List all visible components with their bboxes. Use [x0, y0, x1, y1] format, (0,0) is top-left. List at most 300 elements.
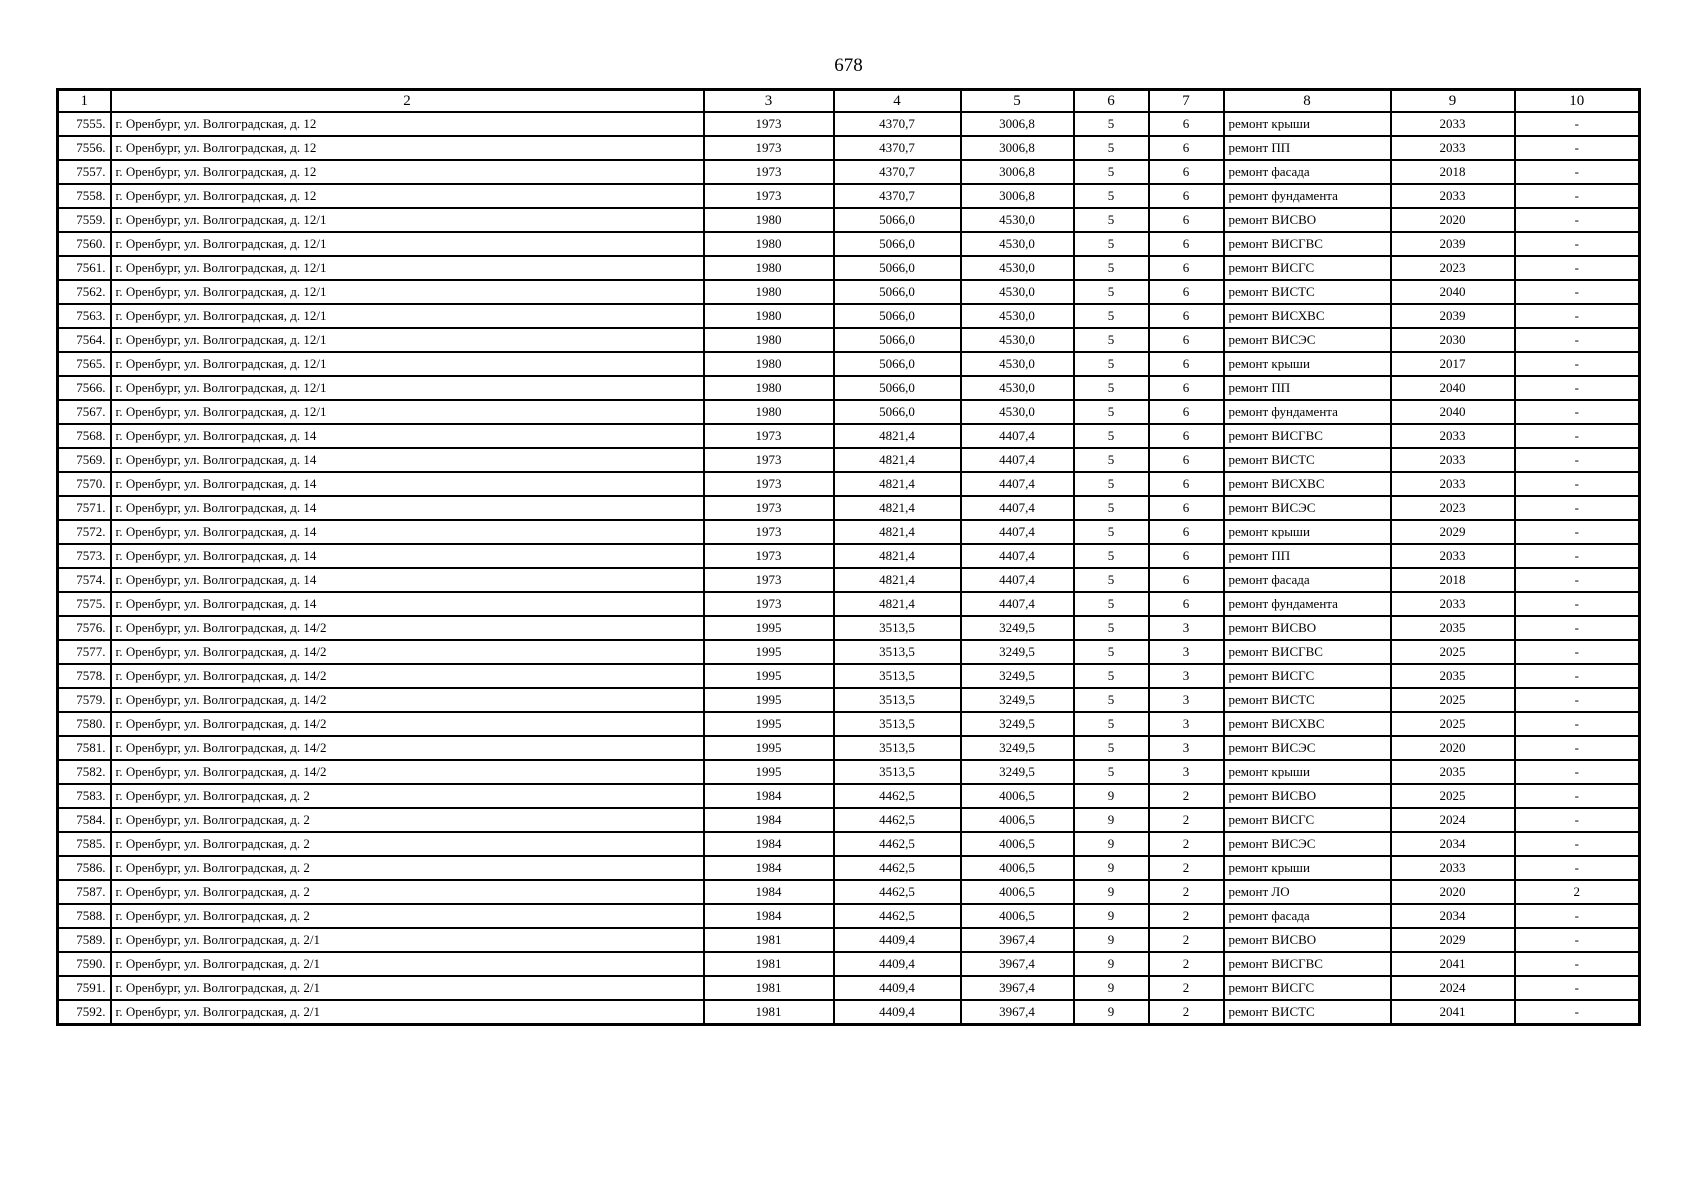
- column-header: 2: [111, 90, 704, 113]
- work-type-cell: ремонт ВИСХВС: [1224, 712, 1391, 736]
- planned-year-cell: 2017: [1391, 352, 1515, 376]
- row-number-cell: 7561.: [58, 256, 111, 280]
- planned-year-cell: 2040: [1391, 400, 1515, 424]
- year-built-cell: 1973: [704, 496, 834, 520]
- floors-cell: 5: [1074, 232, 1149, 256]
- column-header: 3: [704, 90, 834, 113]
- total-area-cell: 4462,5: [834, 856, 961, 880]
- entrances-cell: 6: [1149, 136, 1224, 160]
- table-body: [58, 112, 1640, 1025]
- address-cell: г. Оренбург, ул. Волгоградская, д. 2/1: [111, 976, 704, 1000]
- address-cell: г. Оренбург, ул. Волгоградская, д. 2: [111, 808, 704, 832]
- floors-cell: 5: [1074, 112, 1149, 136]
- entrances-cell: 3: [1149, 640, 1224, 664]
- address-cell: г. Оренбург, ул. Волгоградская, д. 14: [111, 448, 704, 472]
- entrances-cell: 6: [1149, 328, 1224, 352]
- work-type-cell: ремонт фасада: [1224, 568, 1391, 592]
- row-number-cell: 7586.: [58, 856, 111, 880]
- floors-cell: 9: [1074, 856, 1149, 880]
- work-type-cell: ремонт крыши: [1224, 856, 1391, 880]
- planned-year-cell: 2035: [1391, 664, 1515, 688]
- row-number-cell: 7573.: [58, 544, 111, 568]
- living-area-cell: 4530,0: [961, 232, 1074, 256]
- elevators-cell: -: [1515, 112, 1640, 136]
- planned-year-cell: 2025: [1391, 688, 1515, 712]
- planned-year-cell: 2041: [1391, 952, 1515, 976]
- elevators-cell: -: [1515, 448, 1640, 472]
- year-built-cell: 1981: [704, 952, 834, 976]
- entrances-cell: 3: [1149, 760, 1224, 784]
- entrances-cell: 6: [1149, 112, 1224, 136]
- living-area-cell: 3967,4: [961, 952, 1074, 976]
- entrances-cell: 6: [1149, 208, 1224, 232]
- entrances-cell: 6: [1149, 232, 1224, 256]
- row-number-cell: 7559.: [58, 208, 111, 232]
- work-type-cell: ремонт ВИСГВС: [1224, 952, 1391, 976]
- total-area-cell: 4821,4: [834, 544, 961, 568]
- year-built-cell: 1984: [704, 880, 834, 904]
- work-type-cell: ремонт ВИСХВС: [1224, 472, 1391, 496]
- row-number-cell: 7583.: [58, 784, 111, 808]
- row-number-cell: 7588.: [58, 904, 111, 928]
- address-cell: г. Оренбург, ул. Волгоградская, д. 12/1: [111, 352, 704, 376]
- elevators-cell: -: [1515, 520, 1640, 544]
- row-number-cell: 7560.: [58, 232, 111, 256]
- column-header: 6: [1074, 90, 1149, 113]
- entrances-cell: 6: [1149, 304, 1224, 328]
- floors-cell: 5: [1074, 256, 1149, 280]
- table-row: [58, 328, 1640, 352]
- planned-year-cell: 2033: [1391, 448, 1515, 472]
- work-type-cell: ремонт фасада: [1224, 904, 1391, 928]
- elevators-cell: -: [1515, 232, 1640, 256]
- table-row: [58, 496, 1640, 520]
- entrances-cell: 2: [1149, 880, 1224, 904]
- address-cell: г. Оренбург, ул. Волгоградская, д. 2: [111, 832, 704, 856]
- floors-cell: 5: [1074, 208, 1149, 232]
- table-row: [58, 208, 1640, 232]
- planned-year-cell: 2024: [1391, 976, 1515, 1000]
- elevators-cell: -: [1515, 280, 1640, 304]
- address-cell: г. Оренбург, ул. Волгоградская, д. 14/2: [111, 736, 704, 760]
- total-area-cell: 5066,0: [834, 280, 961, 304]
- total-area-cell: 5066,0: [834, 304, 961, 328]
- year-built-cell: 1995: [704, 616, 834, 640]
- total-area-cell: 3513,5: [834, 736, 961, 760]
- work-type-cell: ремонт ВИСТС: [1224, 688, 1391, 712]
- address-cell: г. Оренбург, ул. Волгоградская, д. 14: [111, 496, 704, 520]
- address-cell: г. Оренбург, ул. Волгоградская, д. 12/1: [111, 232, 704, 256]
- floors-cell: 5: [1074, 304, 1149, 328]
- table-row: [58, 640, 1640, 664]
- planned-year-cell: 2039: [1391, 232, 1515, 256]
- planned-year-cell: 2040: [1391, 376, 1515, 400]
- floors-cell: 9: [1074, 832, 1149, 856]
- floors-cell: 5: [1074, 376, 1149, 400]
- table-row: [58, 760, 1640, 784]
- address-cell: г. Оренбург, ул. Волгоградская, д. 12/1: [111, 400, 704, 424]
- column-header: 10: [1515, 90, 1640, 113]
- planned-year-cell: 2018: [1391, 568, 1515, 592]
- row-number-cell: 7567.: [58, 400, 111, 424]
- table-row: [58, 856, 1640, 880]
- address-cell: г. Оренбург, ул. Волгоградская, д. 2: [111, 880, 704, 904]
- elevators-cell: -: [1515, 184, 1640, 208]
- living-area-cell: 4407,4: [961, 496, 1074, 520]
- table-row: [58, 472, 1640, 496]
- elevators-cell: -: [1515, 208, 1640, 232]
- address-cell: г. Оренбург, ул. Волгоградская, д. 12/1: [111, 328, 704, 352]
- table-row: [58, 784, 1640, 808]
- elevators-cell: -: [1515, 832, 1640, 856]
- address-cell: г. Оренбург, ул. Волгоградская, д. 12/1: [111, 256, 704, 280]
- address-cell: г. Оренбург, ул. Волгоградская, д. 14: [111, 424, 704, 448]
- work-type-cell: ремонт ВИСГС: [1224, 808, 1391, 832]
- table-row: [58, 688, 1640, 712]
- year-built-cell: 1973: [704, 568, 834, 592]
- entrances-cell: 2: [1149, 904, 1224, 928]
- year-built-cell: 1995: [704, 760, 834, 784]
- elevators-cell: -: [1515, 328, 1640, 352]
- work-type-cell: ремонт ПП: [1224, 544, 1391, 568]
- work-type-cell: ремонт ВИСВО: [1224, 208, 1391, 232]
- column-header: 8: [1224, 90, 1391, 113]
- table-row: [58, 160, 1640, 184]
- table-header-row: [58, 90, 1640, 113]
- elevators-cell: -: [1515, 856, 1640, 880]
- year-built-cell: 1995: [704, 688, 834, 712]
- floors-cell: 5: [1074, 544, 1149, 568]
- address-cell: г. Оренбург, ул. Волгоградская, д. 2/1: [111, 928, 704, 952]
- row-number-cell: 7568.: [58, 424, 111, 448]
- total-area-cell: 4370,7: [834, 136, 961, 160]
- address-cell: г. Оренбург, ул. Волгоградская, д. 14/2: [111, 688, 704, 712]
- work-type-cell: ремонт крыши: [1224, 352, 1391, 376]
- work-type-cell: ремонт ЛО: [1224, 880, 1391, 904]
- total-area-cell: 4821,4: [834, 448, 961, 472]
- living-area-cell: 4530,0: [961, 352, 1074, 376]
- entrances-cell: 2: [1149, 784, 1224, 808]
- address-cell: г. Оренбург, ул. Волгоградская, д. 2/1: [111, 952, 704, 976]
- row-number-cell: 7565.: [58, 352, 111, 376]
- elevators-cell: -: [1515, 160, 1640, 184]
- table-row: [58, 904, 1640, 928]
- year-built-cell: 1973: [704, 472, 834, 496]
- row-number-cell: 7578.: [58, 664, 111, 688]
- living-area-cell: 4006,5: [961, 904, 1074, 928]
- year-built-cell: 1980: [704, 352, 834, 376]
- year-built-cell: 1980: [704, 328, 834, 352]
- row-number-cell: 7572.: [58, 520, 111, 544]
- total-area-cell: 5066,0: [834, 256, 961, 280]
- work-type-cell: ремонт крыши: [1224, 760, 1391, 784]
- living-area-cell: 4407,4: [961, 592, 1074, 616]
- table-row: [58, 928, 1640, 952]
- elevators-cell: -: [1515, 760, 1640, 784]
- planned-year-cell: 2025: [1391, 640, 1515, 664]
- planned-year-cell: 2034: [1391, 904, 1515, 928]
- year-built-cell: 1995: [704, 664, 834, 688]
- year-built-cell: 1973: [704, 184, 834, 208]
- entrances-cell: 2: [1149, 928, 1224, 952]
- table-row: [58, 616, 1640, 640]
- total-area-cell: 5066,0: [834, 328, 961, 352]
- living-area-cell: 4530,0: [961, 376, 1074, 400]
- planned-year-cell: 2023: [1391, 256, 1515, 280]
- total-area-cell: 4409,4: [834, 1000, 961, 1025]
- year-built-cell: 1984: [704, 856, 834, 880]
- elevators-cell: -: [1515, 496, 1640, 520]
- elevators-cell: -: [1515, 928, 1640, 952]
- living-area-cell: 4407,4: [961, 520, 1074, 544]
- floors-cell: 5: [1074, 520, 1149, 544]
- total-area-cell: 4409,4: [834, 928, 961, 952]
- living-area-cell: 4407,4: [961, 448, 1074, 472]
- planned-year-cell: 2023: [1391, 496, 1515, 520]
- work-type-cell: ремонт фундамента: [1224, 184, 1391, 208]
- table-row: [58, 352, 1640, 376]
- row-number-cell: 7556.: [58, 136, 111, 160]
- total-area-cell: 3513,5: [834, 664, 961, 688]
- table-row: [58, 832, 1640, 856]
- planned-year-cell: 2033: [1391, 592, 1515, 616]
- total-area-cell: 4370,7: [834, 184, 961, 208]
- column-header: 7: [1149, 90, 1224, 113]
- living-area-cell: 3967,4: [961, 928, 1074, 952]
- total-area-cell: 4409,4: [834, 976, 961, 1000]
- year-built-cell: 1973: [704, 544, 834, 568]
- work-type-cell: ремонт ВИСВО: [1224, 928, 1391, 952]
- living-area-cell: 3249,5: [961, 616, 1074, 640]
- year-built-cell: 1973: [704, 160, 834, 184]
- planned-year-cell: 2029: [1391, 520, 1515, 544]
- planned-year-cell: 2035: [1391, 760, 1515, 784]
- floors-cell: 5: [1074, 160, 1149, 184]
- row-number-cell: 7589.: [58, 928, 111, 952]
- total-area-cell: 5066,0: [834, 400, 961, 424]
- elevators-cell: -: [1515, 736, 1640, 760]
- row-number-cell: 7587.: [58, 880, 111, 904]
- floors-cell: 9: [1074, 880, 1149, 904]
- living-area-cell: 4530,0: [961, 400, 1074, 424]
- floors-cell: 5: [1074, 448, 1149, 472]
- elevators-cell: -: [1515, 904, 1640, 928]
- floors-cell: 9: [1074, 928, 1149, 952]
- total-area-cell: 4462,5: [834, 784, 961, 808]
- entrances-cell: 2: [1149, 976, 1224, 1000]
- planned-year-cell: 2033: [1391, 136, 1515, 160]
- floors-cell: 5: [1074, 352, 1149, 376]
- year-built-cell: 1984: [704, 904, 834, 928]
- row-number-cell: 7579.: [58, 688, 111, 712]
- floors-cell: 5: [1074, 280, 1149, 304]
- work-type-cell: ремонт ВИСЭС: [1224, 496, 1391, 520]
- floors-cell: 9: [1074, 784, 1149, 808]
- row-number-cell: 7566.: [58, 376, 111, 400]
- total-area-cell: 5066,0: [834, 376, 961, 400]
- row-number-cell: 7571.: [58, 496, 111, 520]
- address-cell: г. Оренбург, ул. Волгоградская, д. 2: [111, 784, 704, 808]
- planned-year-cell: 2020: [1391, 736, 1515, 760]
- planned-year-cell: 2029: [1391, 928, 1515, 952]
- entrances-cell: 2: [1149, 832, 1224, 856]
- entrances-cell: 6: [1149, 256, 1224, 280]
- row-number-cell: 7557.: [58, 160, 111, 184]
- floors-cell: 5: [1074, 328, 1149, 352]
- living-area-cell: 4407,4: [961, 568, 1074, 592]
- floors-cell: 9: [1074, 976, 1149, 1000]
- year-built-cell: 1973: [704, 448, 834, 472]
- work-type-cell: ремонт ВИСГВС: [1224, 640, 1391, 664]
- floors-cell: 9: [1074, 1000, 1149, 1025]
- elevators-cell: -: [1515, 424, 1640, 448]
- floors-cell: 5: [1074, 424, 1149, 448]
- work-type-cell: ремонт ВИСГВС: [1224, 232, 1391, 256]
- year-built-cell: 1980: [704, 280, 834, 304]
- entrances-cell: 2: [1149, 952, 1224, 976]
- floors-cell: 5: [1074, 136, 1149, 160]
- year-built-cell: 1995: [704, 712, 834, 736]
- elevators-cell: 2: [1515, 880, 1640, 904]
- elevators-cell: -: [1515, 712, 1640, 736]
- year-built-cell: 1984: [704, 808, 834, 832]
- planned-year-cell: 2033: [1391, 544, 1515, 568]
- living-area-cell: 4006,5: [961, 808, 1074, 832]
- living-area-cell: 3967,4: [961, 976, 1074, 1000]
- row-number-cell: 7562.: [58, 280, 111, 304]
- entrances-cell: 6: [1149, 496, 1224, 520]
- elevators-cell: -: [1515, 352, 1640, 376]
- living-area-cell: 4006,5: [961, 856, 1074, 880]
- work-type-cell: ремонт ВИСЭС: [1224, 328, 1391, 352]
- entrances-cell: 3: [1149, 664, 1224, 688]
- living-area-cell: 3967,4: [961, 1000, 1074, 1025]
- elevators-cell: -: [1515, 976, 1640, 1000]
- work-type-cell: ремонт ВИСГС: [1224, 976, 1391, 1000]
- total-area-cell: 4821,4: [834, 520, 961, 544]
- living-area-cell: 4006,5: [961, 880, 1074, 904]
- entrances-cell: 3: [1149, 712, 1224, 736]
- row-number-cell: 7575.: [58, 592, 111, 616]
- floors-cell: 5: [1074, 664, 1149, 688]
- address-cell: г. Оренбург, ул. Волгоградская, д. 12: [111, 184, 704, 208]
- address-cell: г. Оренбург, ул. Волгоградская, д. 14/2: [111, 760, 704, 784]
- address-cell: г. Оренбург, ул. Волгоградская, д. 14: [111, 472, 704, 496]
- entrances-cell: 6: [1149, 184, 1224, 208]
- total-area-cell: 3513,5: [834, 760, 961, 784]
- planned-year-cell: 2033: [1391, 184, 1515, 208]
- living-area-cell: 4530,0: [961, 280, 1074, 304]
- living-area-cell: 4530,0: [961, 208, 1074, 232]
- work-type-cell: ремонт фундамента: [1224, 592, 1391, 616]
- address-cell: г. Оренбург, ул. Волгоградская, д. 14: [111, 544, 704, 568]
- elevators-cell: -: [1515, 952, 1640, 976]
- entrances-cell: 2: [1149, 1000, 1224, 1025]
- address-cell: г. Оренбург, ул. Волгоградская, д. 14/2: [111, 640, 704, 664]
- planned-year-cell: 2041: [1391, 1000, 1515, 1025]
- total-area-cell: 4821,4: [834, 424, 961, 448]
- work-type-cell: ремонт ВИСГС: [1224, 256, 1391, 280]
- planned-year-cell: 2018: [1391, 160, 1515, 184]
- table-row: [58, 520, 1640, 544]
- table-row: [58, 280, 1640, 304]
- floors-cell: 5: [1074, 496, 1149, 520]
- column-header: 1: [58, 90, 111, 113]
- living-area-cell: 4407,4: [961, 472, 1074, 496]
- planned-year-cell: 2033: [1391, 472, 1515, 496]
- floors-cell: 5: [1074, 760, 1149, 784]
- planned-year-cell: 2024: [1391, 808, 1515, 832]
- address-cell: г. Оренбург, ул. Волгоградская, д. 14/2: [111, 664, 704, 688]
- entrances-cell: 3: [1149, 688, 1224, 712]
- address-cell: г. Оренбург, ул. Волгоградская, д. 12/1: [111, 304, 704, 328]
- total-area-cell: 4409,4: [834, 952, 961, 976]
- entrances-cell: 6: [1149, 400, 1224, 424]
- year-built-cell: 1973: [704, 520, 834, 544]
- floors-cell: 5: [1074, 688, 1149, 712]
- planned-year-cell: 2040: [1391, 280, 1515, 304]
- elevators-cell: -: [1515, 592, 1640, 616]
- planned-year-cell: 2033: [1391, 856, 1515, 880]
- total-area-cell: 5066,0: [834, 352, 961, 376]
- elevators-cell: -: [1515, 1000, 1640, 1025]
- work-type-cell: ремонт крыши: [1224, 520, 1391, 544]
- work-type-cell: ремонт ВИСХВС: [1224, 304, 1391, 328]
- elevators-cell: -: [1515, 400, 1640, 424]
- address-cell: г. Оренбург, ул. Волгоградская, д. 12: [111, 112, 704, 136]
- living-area-cell: 4530,0: [961, 304, 1074, 328]
- page-number: 678: [834, 55, 863, 76]
- floors-cell: 5: [1074, 184, 1149, 208]
- work-type-cell: ремонт ПП: [1224, 376, 1391, 400]
- year-built-cell: 1984: [704, 784, 834, 808]
- total-area-cell: 4821,4: [834, 568, 961, 592]
- table-row: [58, 400, 1640, 424]
- elevators-cell: -: [1515, 688, 1640, 712]
- work-type-cell: ремонт ВИСГС: [1224, 664, 1391, 688]
- column-header: 4: [834, 90, 961, 113]
- row-number-cell: 7592.: [58, 1000, 111, 1025]
- elevators-cell: -: [1515, 304, 1640, 328]
- planned-year-cell: 2020: [1391, 880, 1515, 904]
- floors-cell: 9: [1074, 904, 1149, 928]
- planned-year-cell: 2020: [1391, 208, 1515, 232]
- living-area-cell: 3249,5: [961, 688, 1074, 712]
- address-cell: г. Оренбург, ул. Волгоградская, д. 14/2: [111, 616, 704, 640]
- planned-year-cell: 2034: [1391, 832, 1515, 856]
- year-built-cell: 1973: [704, 112, 834, 136]
- table-row: [58, 976, 1640, 1000]
- row-number-cell: 7574.: [58, 568, 111, 592]
- address-cell: г. Оренбург, ул. Волгоградская, д. 12: [111, 136, 704, 160]
- elevators-cell: -: [1515, 784, 1640, 808]
- table-row: [58, 568, 1640, 592]
- living-area-cell: 3249,5: [961, 640, 1074, 664]
- floors-cell: 5: [1074, 400, 1149, 424]
- row-number-cell: 7563.: [58, 304, 111, 328]
- column-header: 9: [1391, 90, 1515, 113]
- floors-cell: 5: [1074, 592, 1149, 616]
- table-row: [58, 304, 1640, 328]
- row-number-cell: 7570.: [58, 472, 111, 496]
- table-row: [58, 664, 1640, 688]
- work-type-cell: ремонт фасада: [1224, 160, 1391, 184]
- living-area-cell: 4006,5: [961, 832, 1074, 856]
- elevators-cell: -: [1515, 640, 1640, 664]
- planned-year-cell: 2030: [1391, 328, 1515, 352]
- address-cell: г. Оренбург, ул. Волгоградская, д. 14: [111, 520, 704, 544]
- planned-year-cell: 2035: [1391, 616, 1515, 640]
